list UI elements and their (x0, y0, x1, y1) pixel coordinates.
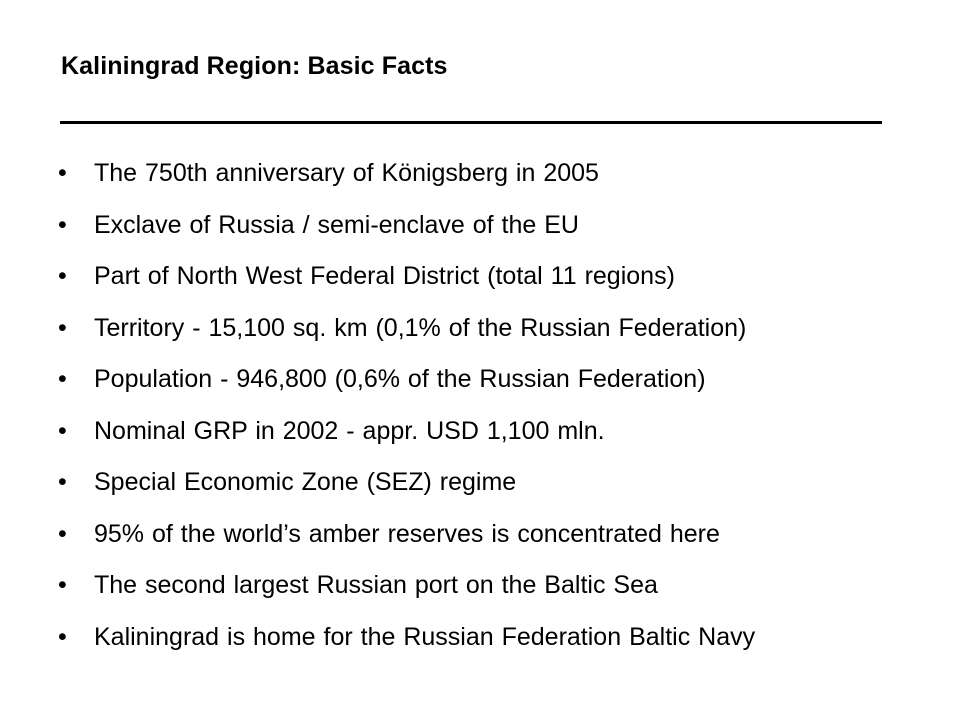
bullet-text: The 750th anniversary of Königsberg in 2005 (94, 159, 599, 187)
bullet-icon: • (58, 468, 67, 496)
bullet-text: Special Economic Zone (SEZ) regime (94, 468, 517, 496)
bullet-icon: • (58, 210, 67, 239)
bullet-text: Part of North West Federal District (total 11 regions) (94, 262, 675, 290)
bullet-text: 95% of the world’s amber reserves is concentrated here (94, 519, 720, 548)
bullet-icon: • (58, 365, 67, 393)
bullet-icon: • (58, 571, 67, 599)
bullet-text: Territory - 15,100 sq. km (0,1% of the Russian Federation) (94, 313, 747, 342)
bullet-text: Exclave of Russia / semi-enclave of the EU (94, 210, 579, 239)
bullet-icon: • (58, 519, 67, 548)
bullet-icon: • (58, 262, 67, 290)
bullet-icon: • (58, 622, 67, 651)
bullet-icon: • (58, 416, 67, 445)
bullet-text: The second largest Russian port on the Baltic Sea (94, 571, 658, 599)
bullet-text: Kaliningrad is home for the Russian Federation Baltic Navy (94, 622, 756, 651)
slide-title: Kaliningrad Region: Basic Facts (61, 52, 448, 80)
bullet-text: Nominal GRP in 2002 - appr. USD 1,100 mln. (94, 416, 605, 445)
bullet-icon: • (58, 159, 67, 187)
bullet-text: Population - 946,800 (0,6% of the Russian Federation) (94, 365, 706, 393)
bullet-icon: • (58, 313, 67, 342)
title-underline-divider (60, 121, 882, 124)
